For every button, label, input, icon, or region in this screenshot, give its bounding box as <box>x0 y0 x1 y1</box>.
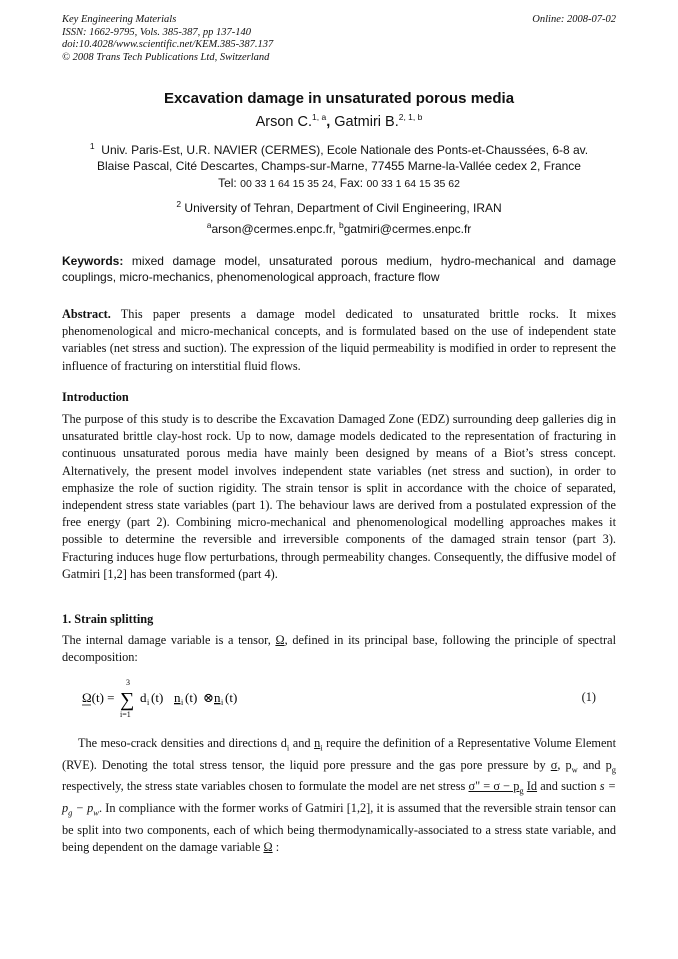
issn-line: ISSN: 1662-9795, Vols. 385-387, pp 137-140 <box>62 26 251 38</box>
p2-Id: Id <box>526 779 538 794</box>
p2-and2: and <box>582 757 601 772</box>
eq-d-sub: i <box>147 698 150 707</box>
affiliation-2-mark: 2 <box>176 199 182 209</box>
p2-d-sub: i <box>286 742 290 753</box>
author-1-affil: 1, a <box>312 112 327 122</box>
p2-t1: The meso-crack densities and directions <box>78 736 278 750</box>
eq-n2-sub: i <box>221 698 224 707</box>
author-separator: , <box>326 113 335 130</box>
author-line <box>0 112 678 130</box>
eq-t3: (t) <box>225 690 238 705</box>
eq-d: d <box>140 690 147 705</box>
affiliation-1-line2: Blaise Pascal, Cité Descartes, Champs-sur-Marne, 77455 Marne-la-Vallée cedex 2, France <box>97 159 581 173</box>
abstract-text: This paper presents a damage model dedicated to unsaturated brittle rocks. It mixes phenomenological and micro-mechanical concepts, and is formulated based on the use of independent state variables (net stress and suction). The expression of the liquid permeability is modified in order to represent the influence of fracturing on interstitial fluid flows. <box>62 307 616 373</box>
p2-suction-minus: − p <box>72 800 94 815</box>
p2-pg: p <box>605 757 612 772</box>
affiliation-2-text: University of Tehran, Department of Civil Engineering, IRAN <box>184 201 502 215</box>
p2-netstress-sub: g <box>519 785 524 796</box>
eq-t1: (t) <box>151 690 164 705</box>
abstract-label: Abstract. <box>62 307 111 321</box>
affiliation-2 <box>62 196 616 216</box>
introduction-text: The purpose of this study is to describe the Excavation Damaged Zone (EDZ) surrounding deep galleries dig in unsaturated brittle clay-host rock. Up to now, damage models dedicated to the representation of fracturing in continuous unsaturated porous media have mainly been designed by means of a Biot’s stress concept. Alternatively, the present model involves independent state variables (net stress and suction), in order to emphasize the role of suction rigidity. The strain tensor is split in accordance with the choice of separated, independent stress state variables (part 1). The behaviour laws are derived from a postulated expression of the free energy (part 2). Combining micro-mechanical and phenomenological modelling approaches makes it possible to determine the reversible and irreversible components of the damaged strain tensor (part 3). Fracturing induces huge flow perturbations, through permeability changes. Consequently, the diffusive model of Gatmiri [1,2] has been transformed (part 4). <box>62 412 616 581</box>
author-emails <box>62 217 616 237</box>
p2-netstress: σ" = σ − p <box>468 779 520 794</box>
p2-and3: and suction <box>540 779 597 794</box>
eq-n2: n <box>214 690 221 705</box>
abstract <box>62 306 616 375</box>
p2-d: d <box>280 736 287 750</box>
author-2: Gatmiri B. <box>334 113 399 130</box>
author-1: Arson C. <box>255 113 313 130</box>
eq-sum-bottom: i=1 <box>120 710 131 719</box>
doi-line: doi:10.4028/www.scientific.net/KEM.385-387.137 <box>62 39 274 50</box>
keywords-label: Keywords: <box>62 254 124 268</box>
contact-phone <box>62 175 616 192</box>
p2-t3: respectively, the stress state variables chosen to formulate the model are net stress <box>62 779 466 794</box>
keywords-text: mixed damage model, unsaturated porous medium, hydro-mechanical and damage couplings, micro-mechanics, phenomenological approach, fracture flow <box>62 254 616 284</box>
p2-sigma: σ <box>550 757 558 772</box>
tel-label: Tel: <box>218 176 237 190</box>
fax-label: Fax: <box>339 176 364 190</box>
eq-n1: n <box>174 690 181 705</box>
p2-pw: p <box>565 757 572 772</box>
paper-title: Excavation damage in unsaturated porous media <box>163 90 515 107</box>
equation-1 <box>82 680 616 720</box>
p2-pw-sub: w <box>571 764 578 775</box>
equation-1-formula <box>82 680 382 720</box>
p2-comma: , <box>557 757 561 772</box>
eq-sum-symbol: ∑ <box>120 689 135 711</box>
eq-t2: (t) <box>185 690 198 705</box>
section-1-paragraph-1 <box>62 632 616 666</box>
affiliation-1 <box>62 138 616 174</box>
p2-t2: require the definition of a Representative Volume Element (RVE). Denoting the total stress tensor, the liquid pore pressure and the gas pore pressure by <box>62 736 616 772</box>
equation-1-number: (1) <box>581 690 596 704</box>
introduction-heading: Introduction <box>62 390 129 404</box>
journal-header <box>62 14 616 64</box>
copyright-line: © 2008 Trans Tech Publications Ltd, Switzerland <box>62 51 270 63</box>
p2-omega: Ω <box>263 839 273 854</box>
p2-and1: and <box>292 736 311 750</box>
tel-number: 00 33 1 64 15 35 24, <box>240 178 337 190</box>
online-date: Online: 2008-07-02 <box>532 14 616 25</box>
p2-suction: s = p <box>62 779 617 815</box>
eq-sum-top: 3 <box>126 678 130 687</box>
section-1-paragraph-2 <box>62 735 616 856</box>
email-a-mark: a <box>206 220 212 230</box>
affiliation-1-line1: Univ. Paris-Est, U.R. NAVIER (CERMES), Ecole Nationale des Ponts-et-Chaussées, 6-8 av. <box>101 143 589 157</box>
email-b-mark: b <box>339 220 344 230</box>
keywords <box>62 253 616 285</box>
p2-colon: : <box>275 839 280 854</box>
fax-number: 00 33 1 64 15 35 62 <box>366 178 460 190</box>
omega-symbol: Ω <box>275 633 285 647</box>
email-a[interactable]: arson@cermes.enpc.fr, <box>211 222 336 236</box>
s1-text-a: The internal damage variable is a tensor, <box>62 633 271 647</box>
eq-otimes: ⊗ <box>203 690 214 705</box>
affiliation-1-mark: 1 <box>89 141 95 151</box>
section-1-heading: 1. Strain splitting <box>62 612 154 626</box>
journal-name: Key Engineering Materials <box>62 14 177 25</box>
p2-suction-sub-w: w <box>93 807 99 818</box>
p2-n: n <box>314 736 321 750</box>
p2-n-sub: i <box>320 742 323 753</box>
p2-suction-sub-g: g <box>68 807 73 818</box>
p2-t4: . In compliance with the former works of Gatmiri [1,2], it is assumed that the reversible strain tensor can be split into two components, each of which being thermodynamically-associated to a stress state variable, and being dependent on the damage variable <box>62 800 616 854</box>
eq-lhs-text: Ω(t) = <box>82 690 115 705</box>
author-2-affil: 2, 1, b <box>398 112 423 122</box>
s1-text-b: , defined in its principal base, following the principle of spectral decomposition: <box>62 633 617 665</box>
p2-pg-sub: g <box>611 764 617 775</box>
eq-n1-sub: i <box>181 698 184 707</box>
email-b[interactable]: gatmiri@cermes.enpc.fr <box>343 222 472 236</box>
